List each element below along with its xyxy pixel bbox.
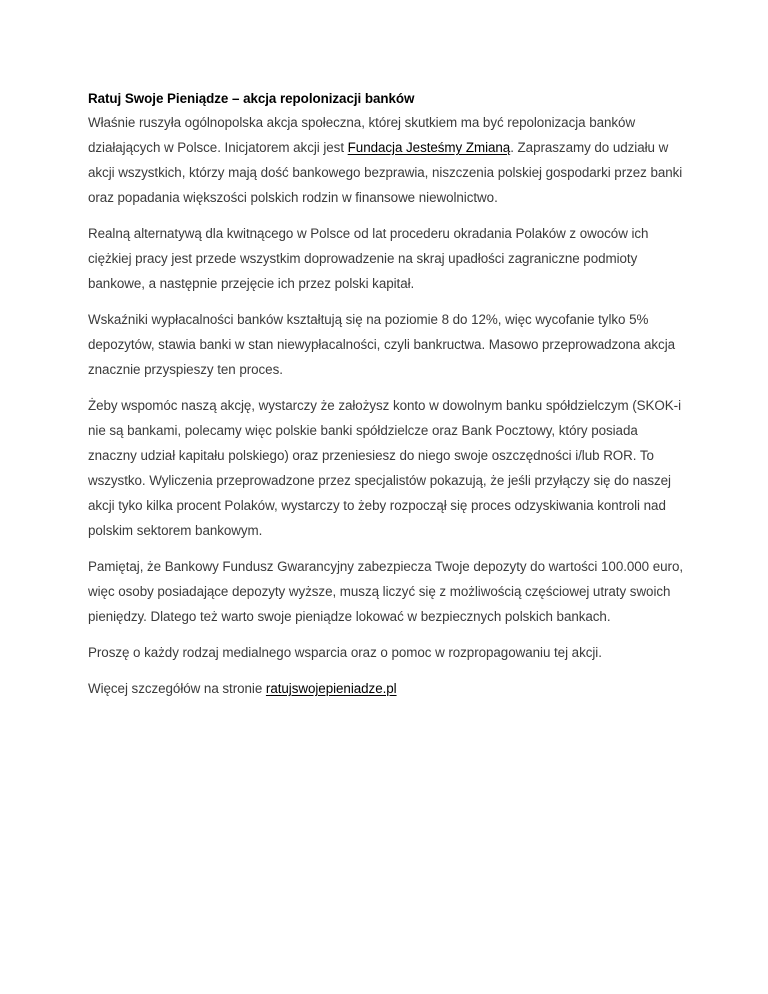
paragraph-solvency: Wskaźniki wypłacalności banków kształtują się na poziomie 8 do 12%, więc wycofanie tylko 5% depozytów, stawia banki w stan niewypłacalności, czyli bankructwa. Masowo przeprowadzona akcja znacznie przyspieszy ten proces. xyxy=(88,312,676,377)
document-page xyxy=(88,88,688,712)
paragraph-alternative: Realną alternatywą dla kwitnącego w Polsce od lat procederu okradania Polaków z owoców ich ciężkiej pracy jest przede wszystkim doprowadzenie na skraj upadłości zagraniczne podmioty bankowe, a następnie przejęcie ich przez polski kapitał. xyxy=(88,226,649,291)
document-title: Ratuj Swoje Pieniądze – akcja repolonizacji banków xyxy=(88,91,415,106)
paragraph-how-to-help: Żeby wspomóc naszą akcję, wystarczy że założysz konto w dowolnym banku spółdzielczym (SKOK-i nie są bankami, polecamy więc polskie banki spółdzielcze oraz Bank Pocztowy, który posiada znaczny udział kapitału polskiego) oraz przeniesiesz do niego swoje oszczędności i/lub ROR. To wszystko. Wyliczenia przeprowadzone przez specjalistów pokazują, że jeśli przyłączy się do naszej akcji tyko kilka procent Polaków, wystarczy to żeby rozpoczął się proces odzyskiwania kontroli nad polskim sektorem bankowym. xyxy=(88,398,681,538)
paragraph-intro xyxy=(88,110,688,210)
foundation-link[interactable]: Fundacja Jesteśmy Zmianą xyxy=(347,140,511,155)
paragraph-intro-text-end: . Zapraszamy do udziału w akcji wszystkich, którzy mają dość bankowego bezprawia, niszczenia polskiej gospodarki przez banki oraz popadania większości polskich rodzin w finansowe niewolnictwo. xyxy=(88,140,683,205)
paragraph-media-support: Proszę o każdy rodzaj medialnego wsparcia oraz o pomoc w rozpropagowaniu tej akcji. xyxy=(88,645,602,660)
paragraph-intro-text-start: Właśnie ruszyła ogólnopolska akcja społeczna, której skutkiem ma być repolonizacja banków działających w Polsce. Inicjatorem akcji jest xyxy=(88,115,636,155)
paragraph-guarantee-fund: Pamiętaj, że Bankowy Fundusz Gwarancyjny zabezpiecza Twoje depozyty do wartości 100.000 euro, więc osoby posiadające depozyty wyższe, muszą liczyć się z możliwością częściowej utraty swoich pieniędzy. Dlatego też warto swoje pieniądze lokować w bezpiecznych polskich bankach. xyxy=(88,559,684,624)
website-link[interactable]: ratujswojepieniadze.pl xyxy=(265,681,397,696)
more-details-text: Więcej szczegółów na stronie xyxy=(88,681,266,696)
paragraph-more-details xyxy=(88,676,688,701)
